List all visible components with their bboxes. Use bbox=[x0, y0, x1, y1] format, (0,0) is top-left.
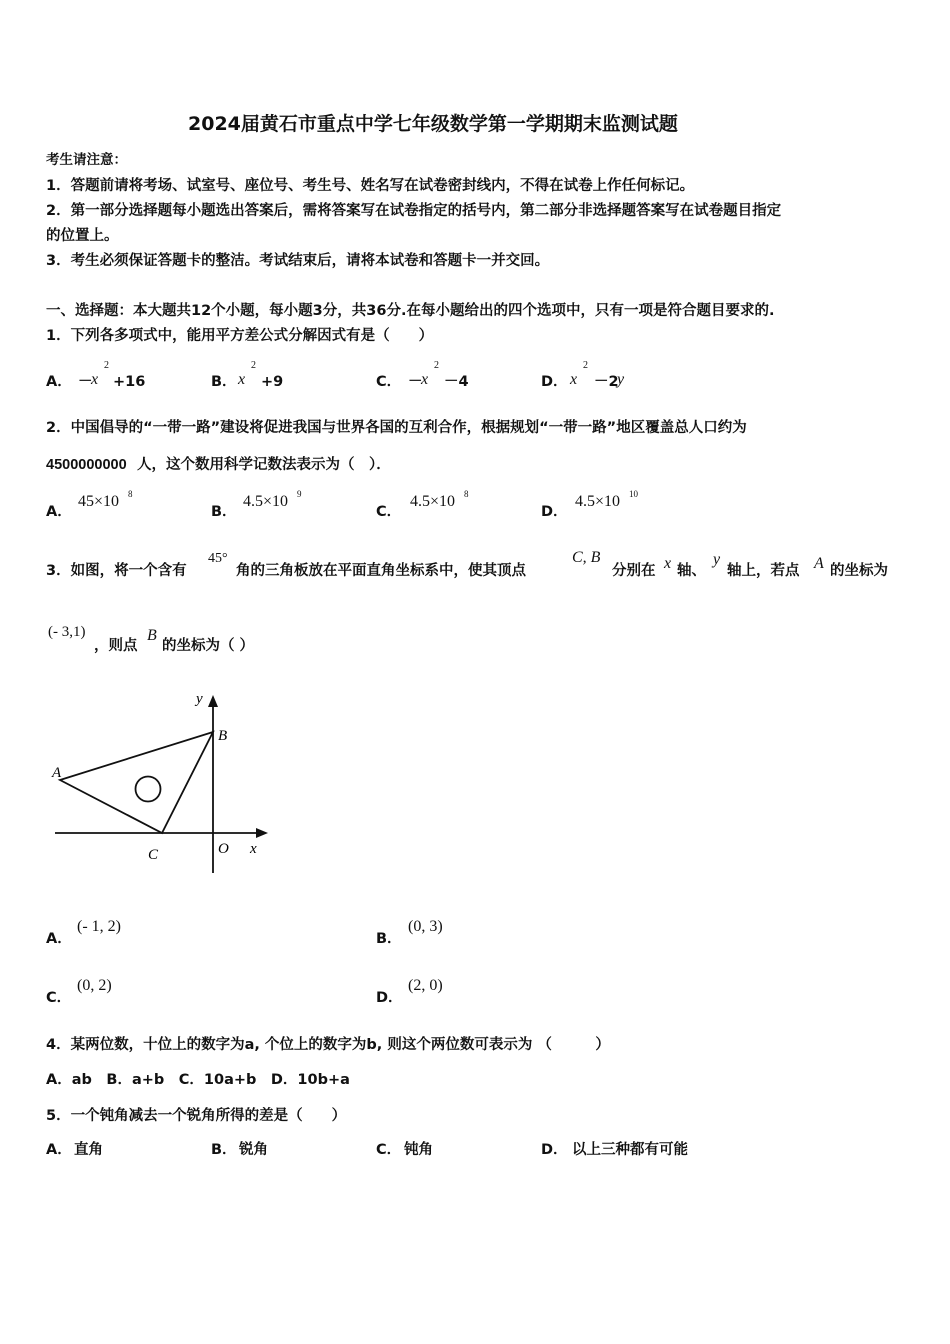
option-label: A． bbox=[46, 374, 72, 390]
notice-item-3: 3．考生必须保证答题卡的整洁。考试结束后，请将本试卷和答题卡一并交回。 bbox=[46, 253, 550, 269]
option-label: C． bbox=[376, 504, 402, 520]
option-label: D． bbox=[541, 504, 568, 520]
notice-item-2-cont: 的位置上。 bbox=[46, 228, 119, 244]
option-label: A． bbox=[46, 931, 72, 947]
label-o: O bbox=[218, 841, 229, 857]
x-axis-arrow bbox=[256, 828, 268, 838]
option-label: B． bbox=[376, 931, 402, 947]
q2-stem-line2: 人，这个数用科学记数法表示为（ ）． bbox=[137, 457, 391, 473]
label-a: A bbox=[52, 765, 62, 781]
q3-figure bbox=[40, 680, 280, 890]
q4-stem: 4．某两位数，十位上的数字为a, 个位上的数字为b, 则这个两位数可表示为 （ ） bbox=[46, 1037, 610, 1053]
q5-stem: 5．一个钝角减去一个锐角所得的差是（ ） bbox=[46, 1108, 347, 1124]
q2-number: 4500000000 bbox=[46, 457, 127, 473]
option-label: D． bbox=[541, 1142, 568, 1158]
label-y: y bbox=[196, 691, 203, 707]
page-title: 2024届黄石市重点中学七年级数学第一学期期末监测试题 bbox=[188, 113, 678, 135]
triangle-hole bbox=[136, 777, 161, 802]
notice-item-2: 2．第一部分选择题每小题选出答案后，需将答案写在试卷指定的括号内，第二部分非选择题答案写在试卷题目指定 bbox=[46, 203, 782, 219]
label-b: B bbox=[218, 728, 228, 744]
label-x: x bbox=[250, 841, 257, 857]
q2-stem-line1: 2．中国倡导的“一带一路”建设将促进我国与世界各国的互利合作，根据规划“一带一路”地区覆盖总人口约为 bbox=[46, 420, 747, 436]
notice-heading: 考生请注意： bbox=[46, 152, 127, 168]
option-label: A． bbox=[46, 1142, 72, 1158]
y-axis-arrow bbox=[208, 695, 218, 707]
notice-item-1: 1．答题前请将考场、试室号、座位号、考生号、姓名写在试卷密封线内，不得在试卷上作任何标记。 bbox=[46, 178, 695, 194]
option-label: B． bbox=[211, 374, 237, 390]
option-label: A． bbox=[46, 504, 72, 520]
label-c: C bbox=[148, 847, 159, 863]
option-label: D． bbox=[541, 374, 568, 390]
option-label: B． bbox=[211, 504, 237, 520]
section-header: 一、选择题：本大题共12个小题，每小题3分，共36分.在每小题给出的四个选项中，只有一项是符合题目要求的. bbox=[46, 303, 775, 319]
option-label: C． bbox=[376, 374, 402, 390]
option-label: C． bbox=[46, 990, 72, 1006]
option-label: B． bbox=[211, 1142, 237, 1158]
option-label: D． bbox=[376, 990, 403, 1006]
option-label: C． bbox=[376, 1142, 402, 1158]
q1-stem: 1．下列各多项式中，能用平方差公式分解因式有是（ ） bbox=[46, 328, 434, 344]
q4-options[interactable]: A．ab B．a+b C．10a+b D．10b+a bbox=[46, 1072, 350, 1088]
